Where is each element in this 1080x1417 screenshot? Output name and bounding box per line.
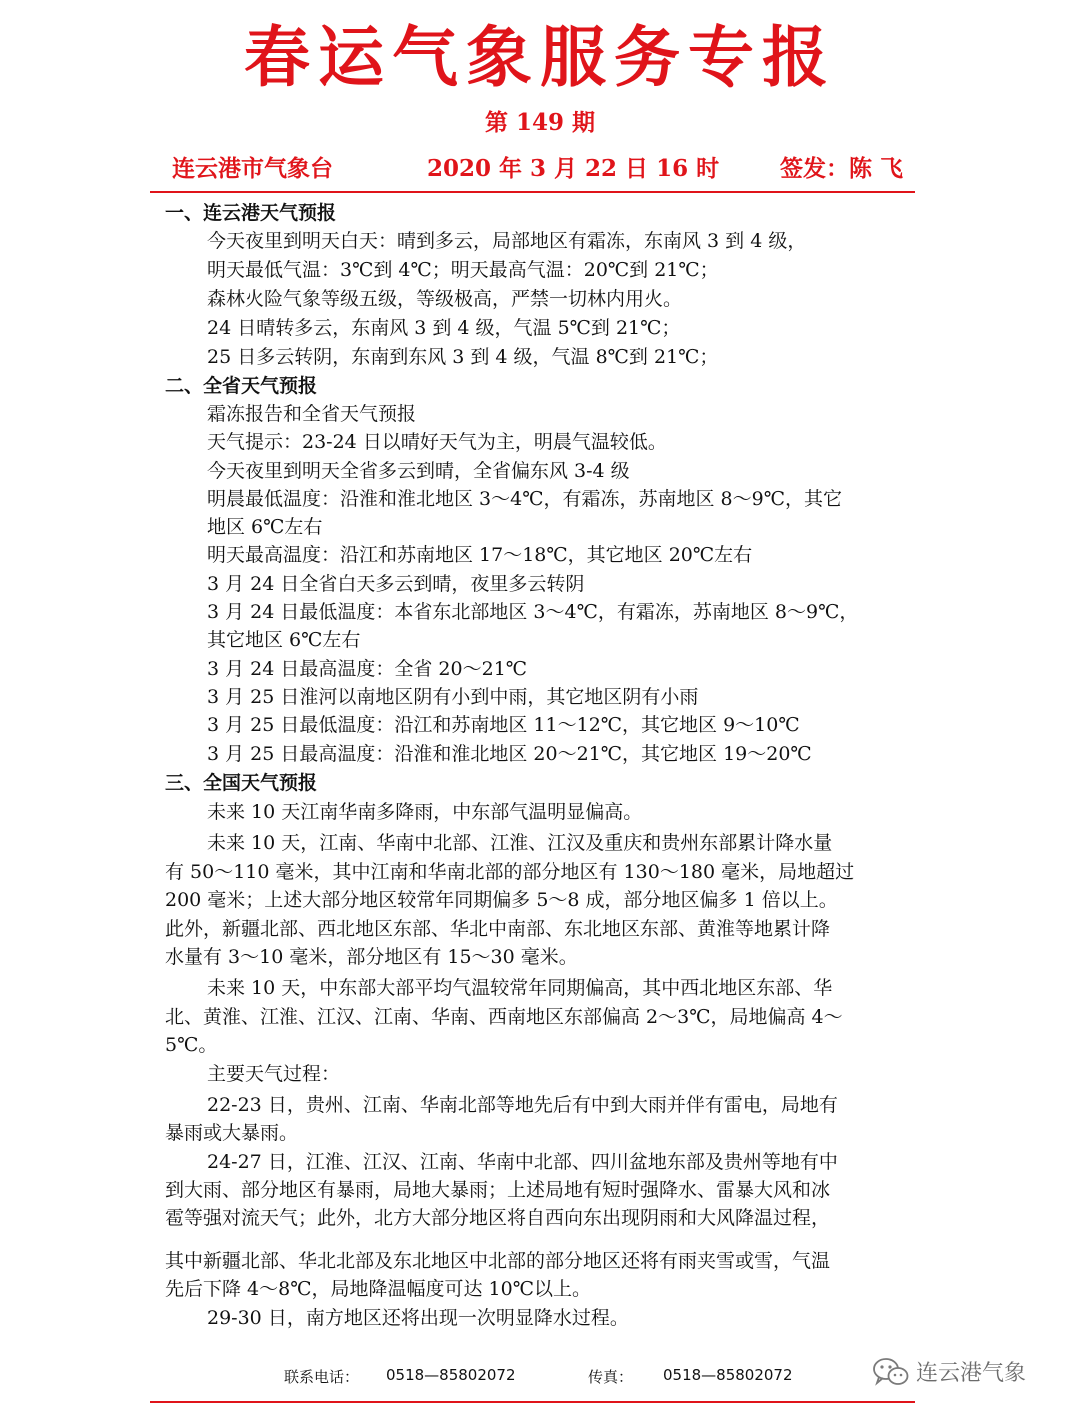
- body-line: 明天最高温度：沿江和苏南地区 17～18℃，其它地区 20℃左右: [207, 544, 753, 566]
- body-line: 5℃。: [165, 1034, 218, 1056]
- header-divider: [150, 191, 915, 193]
- body-line: 22-23 日，贵州、江南、华南北部等地先后有中到大雨并伴有雷电，局地有: [207, 1094, 838, 1116]
- body-line: 其它地区 6℃左右: [207, 629, 361, 651]
- body-line: 主要天气过程：: [207, 1063, 341, 1085]
- body-line: 未来 10 天，中东部大部平均气温较常年同期偏高，其中西北地区东部、华: [207, 977, 833, 999]
- body-line: 霜冻报告和全省天气预报: [207, 403, 417, 425]
- body-line: 未来 10 天，江南、华南中北部、江淮、江汉及重庆和贵州东部累计降水量: [207, 832, 833, 854]
- body-line: 地区 6℃左右: [207, 516, 323, 538]
- body-line: 水量有 3～10 毫米，部分地区有 15～30 毫米。: [165, 946, 578, 968]
- fax-number: 0518—85802072: [663, 1366, 793, 1384]
- issue-datetime: 2020 年 3 月 22 日 16 时: [427, 155, 720, 182]
- body-line: 25 日多云转阴，东南到东风 3 到 4 级，气温 8℃到 21℃；: [207, 346, 719, 368]
- issue-number: 第 149 期: [484, 109, 596, 136]
- body-line: 有 50～110 毫米，其中江南和华南北部的部分地区有 130～180 毫米，局地超过: [165, 861, 855, 883]
- body-line: 先后下降 4～8℃，局地降温幅度可达 10℃以上。: [165, 1278, 591, 1300]
- issuing-organization: 连云港市气象台: [172, 155, 333, 182]
- body-line: 北、黄淮、江淮、江汉、江南、华南、西南地区东部偏高 2～3℃，局地偏高 4～: [165, 1006, 843, 1028]
- body-line: 雹等强对流天气；此外，北方大部分地区将自西向东出现阴雨和大风降温过程，: [165, 1207, 831, 1229]
- body-line: 森林火险气象等级五级，等级极高，严禁一切林内用火。: [207, 288, 683, 310]
- body-line: 今天夜里到明天白天：晴到多云，局部地区有霜冻，东南风 3 到 4 级，: [207, 230, 807, 252]
- body-line: 3 月 24 日全省白天多云到晴，夜里多云转阴: [207, 573, 585, 595]
- body-line: 24 日晴转多云，东南风 3 到 4 级，气温 5℃到 21℃；: [207, 317, 681, 339]
- fax-label: 传真：: [588, 1368, 634, 1386]
- body-line: 3 月 24 日最高温度：全省 20～21℃: [207, 658, 528, 680]
- body-line: 200 毫米；上述大部分地区较常年同期偏多 5～8 成，部分地区偏多 1 倍以上。: [165, 889, 838, 911]
- body-line: 明晨最低温度：沿淮和淮北地区 3～4℃，有霜冻，苏南地区 8～9℃，其它: [207, 488, 842, 510]
- body-line: 明天最低气温：3℃到 4℃；明天最高气温：20℃到 21℃；: [207, 259, 719, 281]
- phone-number: 0518—85802072: [386, 1366, 516, 1384]
- body-line: 今天夜里到明天全省多云到晴，全省偏东风 3-4 级: [207, 460, 630, 482]
- body-line: 此外，新疆北部、西北地区东部、华北中南部、东北地区东部、黄淮等地累计降: [165, 918, 831, 940]
- body-line: 24-27 日，江淮、江汉、江南、华南中北部、四川盆地东部及贵州等地有中: [207, 1151, 838, 1173]
- watermark-text: 连云港气象: [916, 1361, 1027, 1386]
- wechat-icon: [872, 1357, 910, 1387]
- body-line: 到大雨、部分地区有暴雨，局地大暴雨；上述局地有短时强降水、雷暴大风和冰: [165, 1179, 831, 1201]
- body-line: 3 月 24 日最低温度：本省东北部地区 3～4℃，有霜冻，苏南地区 8～9℃，: [207, 601, 859, 623]
- section-heading: 一、连云港天气预报: [165, 202, 337, 224]
- body-line: 天气提示：23-24 日以晴好天气为主，明晨气温较低。: [207, 431, 667, 453]
- section-heading: 二、全省天气预报: [165, 375, 318, 397]
- body-line: 29-30 日，南方地区还将出现一次明显降水过程。: [207, 1307, 629, 1329]
- body-line: 未来 10 天江南华南多降雨，中东部气温明显偏高。: [207, 801, 643, 823]
- watermark: [872, 1356, 1026, 1387]
- body-line: 3 月 25 日最高温度：沿淮和淮北地区 20～21℃，其它地区 19～20℃: [207, 743, 812, 765]
- footer-divider: [150, 1401, 915, 1403]
- body-line: 3 月 25 日淮河以南地区阴有小到中雨，其它地区阴有小雨: [207, 686, 699, 708]
- body-line: 3 月 25 日最低温度：沿江和苏南地区 11～12℃，其它地区 9～10℃: [207, 714, 800, 736]
- report-title: 春运气象服务专报: [244, 19, 836, 96]
- body-line: 暴雨或大暴雨。: [165, 1122, 299, 1144]
- body-line: 其中新疆北部、华北北部及东北地区中北部的部分地区还将有雨夹雪或雪，气温: [165, 1250, 831, 1272]
- section-heading: 三、全国天气预报: [165, 772, 318, 794]
- phone-label: 联系电话：: [284, 1368, 360, 1386]
- signer: 签发：陈 飞: [780, 155, 904, 182]
